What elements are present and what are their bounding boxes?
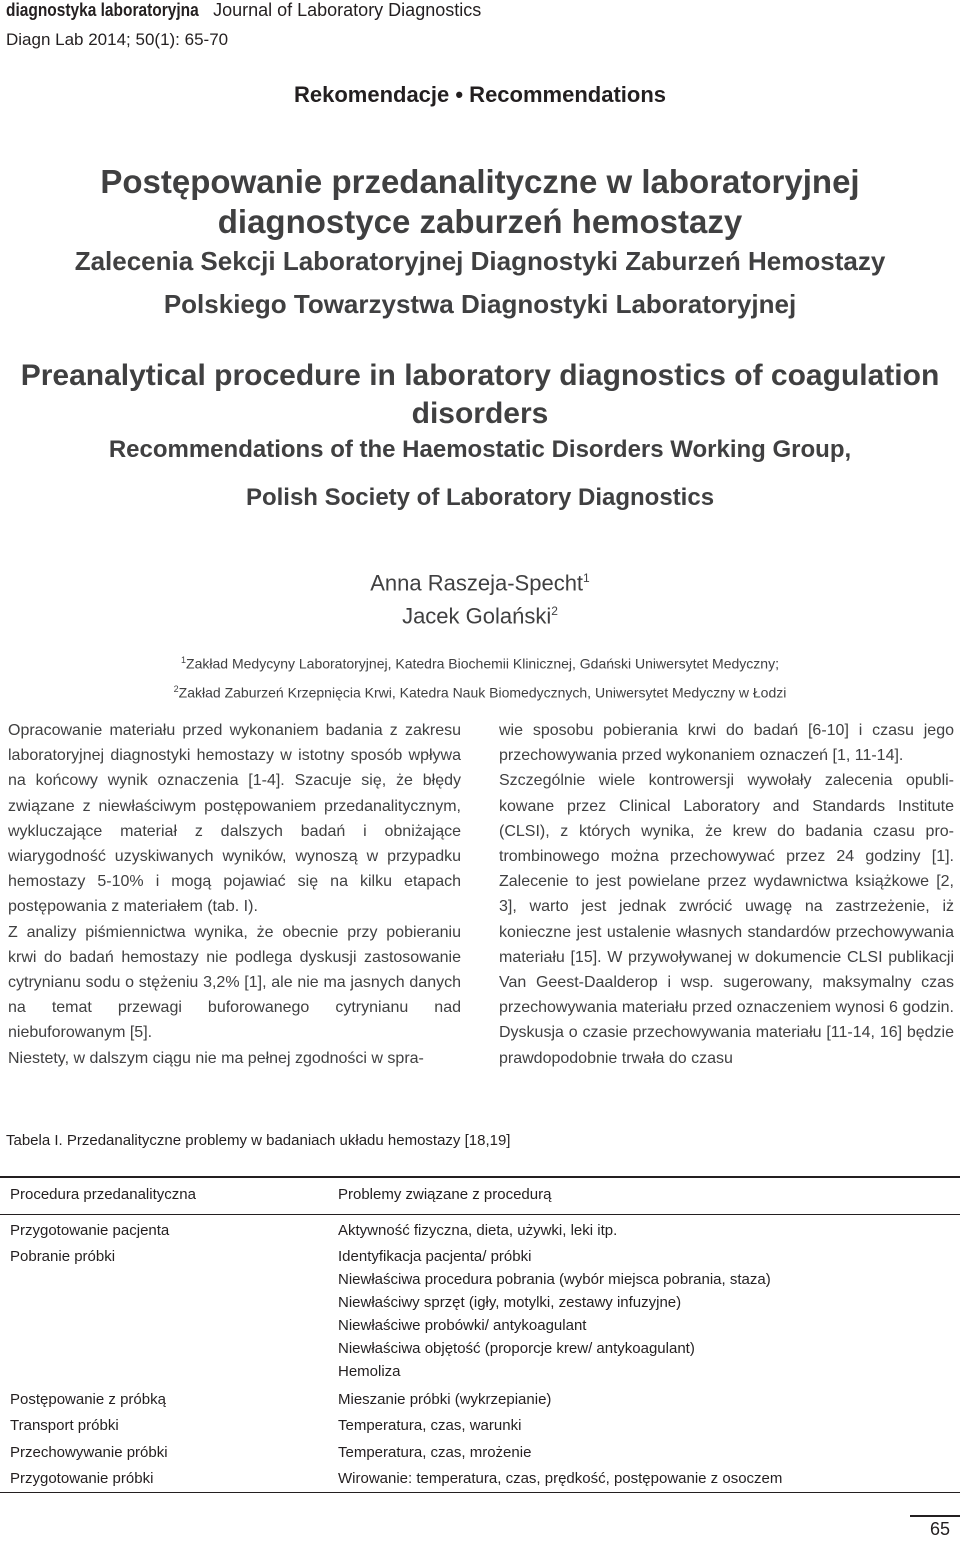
- table-cell-procedure: Przygotowanie próbki: [10, 1470, 154, 1487]
- paragraph: Z analizy piśmiennictwa wynika, że obecnie przy pobieraniu krwi do badań hemostazy nie podlega dyskusji zastosowanie cytrynianu sodu o stężeniu 3,2% [1], ale nie ma jasnych danych na temat przewagi buforowanego cytrynianu nad niebuforowanym [5].: [8, 923, 461, 1042]
- title-en-line2: disorders: [411, 397, 549, 430]
- title-en: [0, 357, 960, 433]
- journal-header: [6, 0, 481, 21]
- journal-name-pl: diagnostyka laboratoryjna: [6, 0, 199, 20]
- table-cell-problem: Mieszanie próbki (wykrzepianie): [338, 1391, 552, 1408]
- subtitle-en-line2: Polish Society of Laboratory Diagnostics: [245, 484, 715, 511]
- citation: Diagn Lab 2014; 50(1): 65-70: [6, 30, 229, 49]
- table-cell-problem: Niewłaściwa objętość (proporcje krew/ antykoagulant): [338, 1340, 695, 1357]
- page-number: 65: [930, 1519, 951, 1539]
- table-cell-problem: Niewłaściwa procedura pobrania (wybór miejsca pobrania, staza): [338, 1271, 771, 1288]
- table-header-rule: [0, 1214, 960, 1215]
- table-header-procedure: Procedura przedanalityczna: [10, 1186, 196, 1203]
- table-bottom-rule: [0, 1492, 960, 1493]
- affiliation: $^2$Zakład Zaburzeń Krzepnięcia Krwi, Katedra Nauk Biomedycznych, Uniwersytet Medyczny w Łodzi: [173, 683, 787, 701]
- table-header-problems: Problemy związane z procedurą: [338, 1186, 552, 1203]
- table-cell-problem: Identyfikacja pacjenta/ próbki: [338, 1248, 532, 1265]
- table-cell-problem: Temperatura, czas, warunki: [338, 1417, 522, 1434]
- subtitle-pl-line1: Zalecenia Sekcji Laboratoryjnej Diagnostyki Zaburzeń Hemostazy: [74, 246, 886, 276]
- author: Anna Raszeja-Specht$^1$: [370, 570, 590, 596]
- paragraph: Opracowanie materiału przed wykonaniem badania z zakresu laboratoryjnej diagnostyki hemostazy w istotny sposób wpływa na końcowy wynik oznaczenia [1-4]. Szacuje się, że błędy związane z niewłaściwym postępowaniem przedanalitycznym, wykluczające materiał z dalszych badań i obniżające wiarygodność uzyskiwanych wyników, wynoszą w przypadku hemostazy 5-10% i mogą pojawiać się na kilku etapach postępowania z materiałem (tab. I).: [8, 722, 461, 916]
- authors: [0, 564, 960, 631]
- subtitle-pl-line2: Polskiego Towarzystwa Diagnostyki Laboratoryjnej: [163, 289, 797, 319]
- author: Jacek Golański$^2$: [402, 603, 558, 629]
- paragraph: wie sposobu pobierania krwi do badań [6-10] i czasu jego przechowywania przed wykonaniem oznaczeń [1, 11-14].: [499, 722, 954, 765]
- table-cell-procedure: Pobranie próbki: [10, 1248, 116, 1265]
- table-cell-procedure: Transport próbki: [10, 1417, 119, 1434]
- subtitle-pl: [0, 240, 960, 326]
- title-pl-line1: Postępowanie przedanalityczne w laboratoryjnej: [100, 163, 860, 200]
- table-cell-problem: Niewłaściwy sprzęt (igły, motylki, zestawy infuzyjne): [338, 1294, 682, 1311]
- table-cell-problem: Wirowanie: temperatura, czas, prędkość, postępowanie z osoczem: [338, 1470, 783, 1487]
- table-cell-procedure: Przygotowanie pacjenta: [10, 1222, 170, 1239]
- table-top-rule: [0, 1176, 960, 1178]
- table-cell-procedure: Przechowywanie próbki: [10, 1444, 168, 1461]
- subtitle-en-line1: Recommendations of the Haemostatic Disorders Working Group,: [108, 436, 852, 463]
- body-column-right: [499, 718, 954, 1071]
- affiliation: $^1$Zakład Medycyny Laboratoryjnej, Katedra Biochemii Klinicznej, Gdański Uniwersytet Medyczny;: [181, 655, 779, 672]
- table-cell-problem: Aktywność fizyczna, dieta, używki, leki itp.: [338, 1222, 618, 1239]
- section-label: Rekomendacje • Recommendations: [293, 82, 667, 107]
- title-pl-line2: diagnostyce zaburzeń hemostazy: [217, 203, 743, 240]
- table-cell-problem: Niewłaściwe probówki/ antykoagulant: [338, 1317, 587, 1334]
- affiliations: [0, 648, 960, 705]
- title-pl: [0, 162, 960, 242]
- table-cell-procedure: Postępowanie z próbką: [10, 1391, 166, 1408]
- table-cell-problem: Hemoliza: [338, 1363, 401, 1380]
- paragraph: Szczególnie wiele kontrowersji wywołały zalecenia opublikowane przez Clinical Laboratory and Standards Institute (CLSI), z których wynika, że krew do badania czasu protrombinowego można przechowywać przez 24 godziny [1]. Zalecenie to jest powielane przez wydawnictwa książkowe [2, 3], warto jest jednak zwrócić uwagę na zastrzeżenie, iż konieczne jest ustalenie własnych standardów przechowywania materiału [15]. W przywoływanej w dokumencie CLSI publikacji Van Geest-Daalderop i wsp. sugerowany, maksymalny czas przechowywania materiału przed oznaczeniem wynosi 6 godzin. Dyskusja o czasie przechowywania materiału [11-14, 16] będzie prawdopodobnie trwała do czasu: [499, 772, 954, 1067]
- table-cell-problem: Temperatura, czas, mrożenie: [338, 1444, 532, 1461]
- body-column-left: [8, 718, 461, 1071]
- subtitle-en: [0, 426, 960, 522]
- title-en-line1: Preanalytical procedure in laboratory diagnostics of coagulation: [20, 359, 940, 392]
- paragraph: Niestety, w dalszym ciągu nie ma pełnej zgodności w spra-: [8, 1049, 424, 1067]
- table-caption: Tabela I. Przedanalityczne problemy w badaniach układu hemostazy [18,19]: [6, 1132, 511, 1149]
- journal-name-en: Journal of Laboratory Diagnostics: [213, 0, 482, 20]
